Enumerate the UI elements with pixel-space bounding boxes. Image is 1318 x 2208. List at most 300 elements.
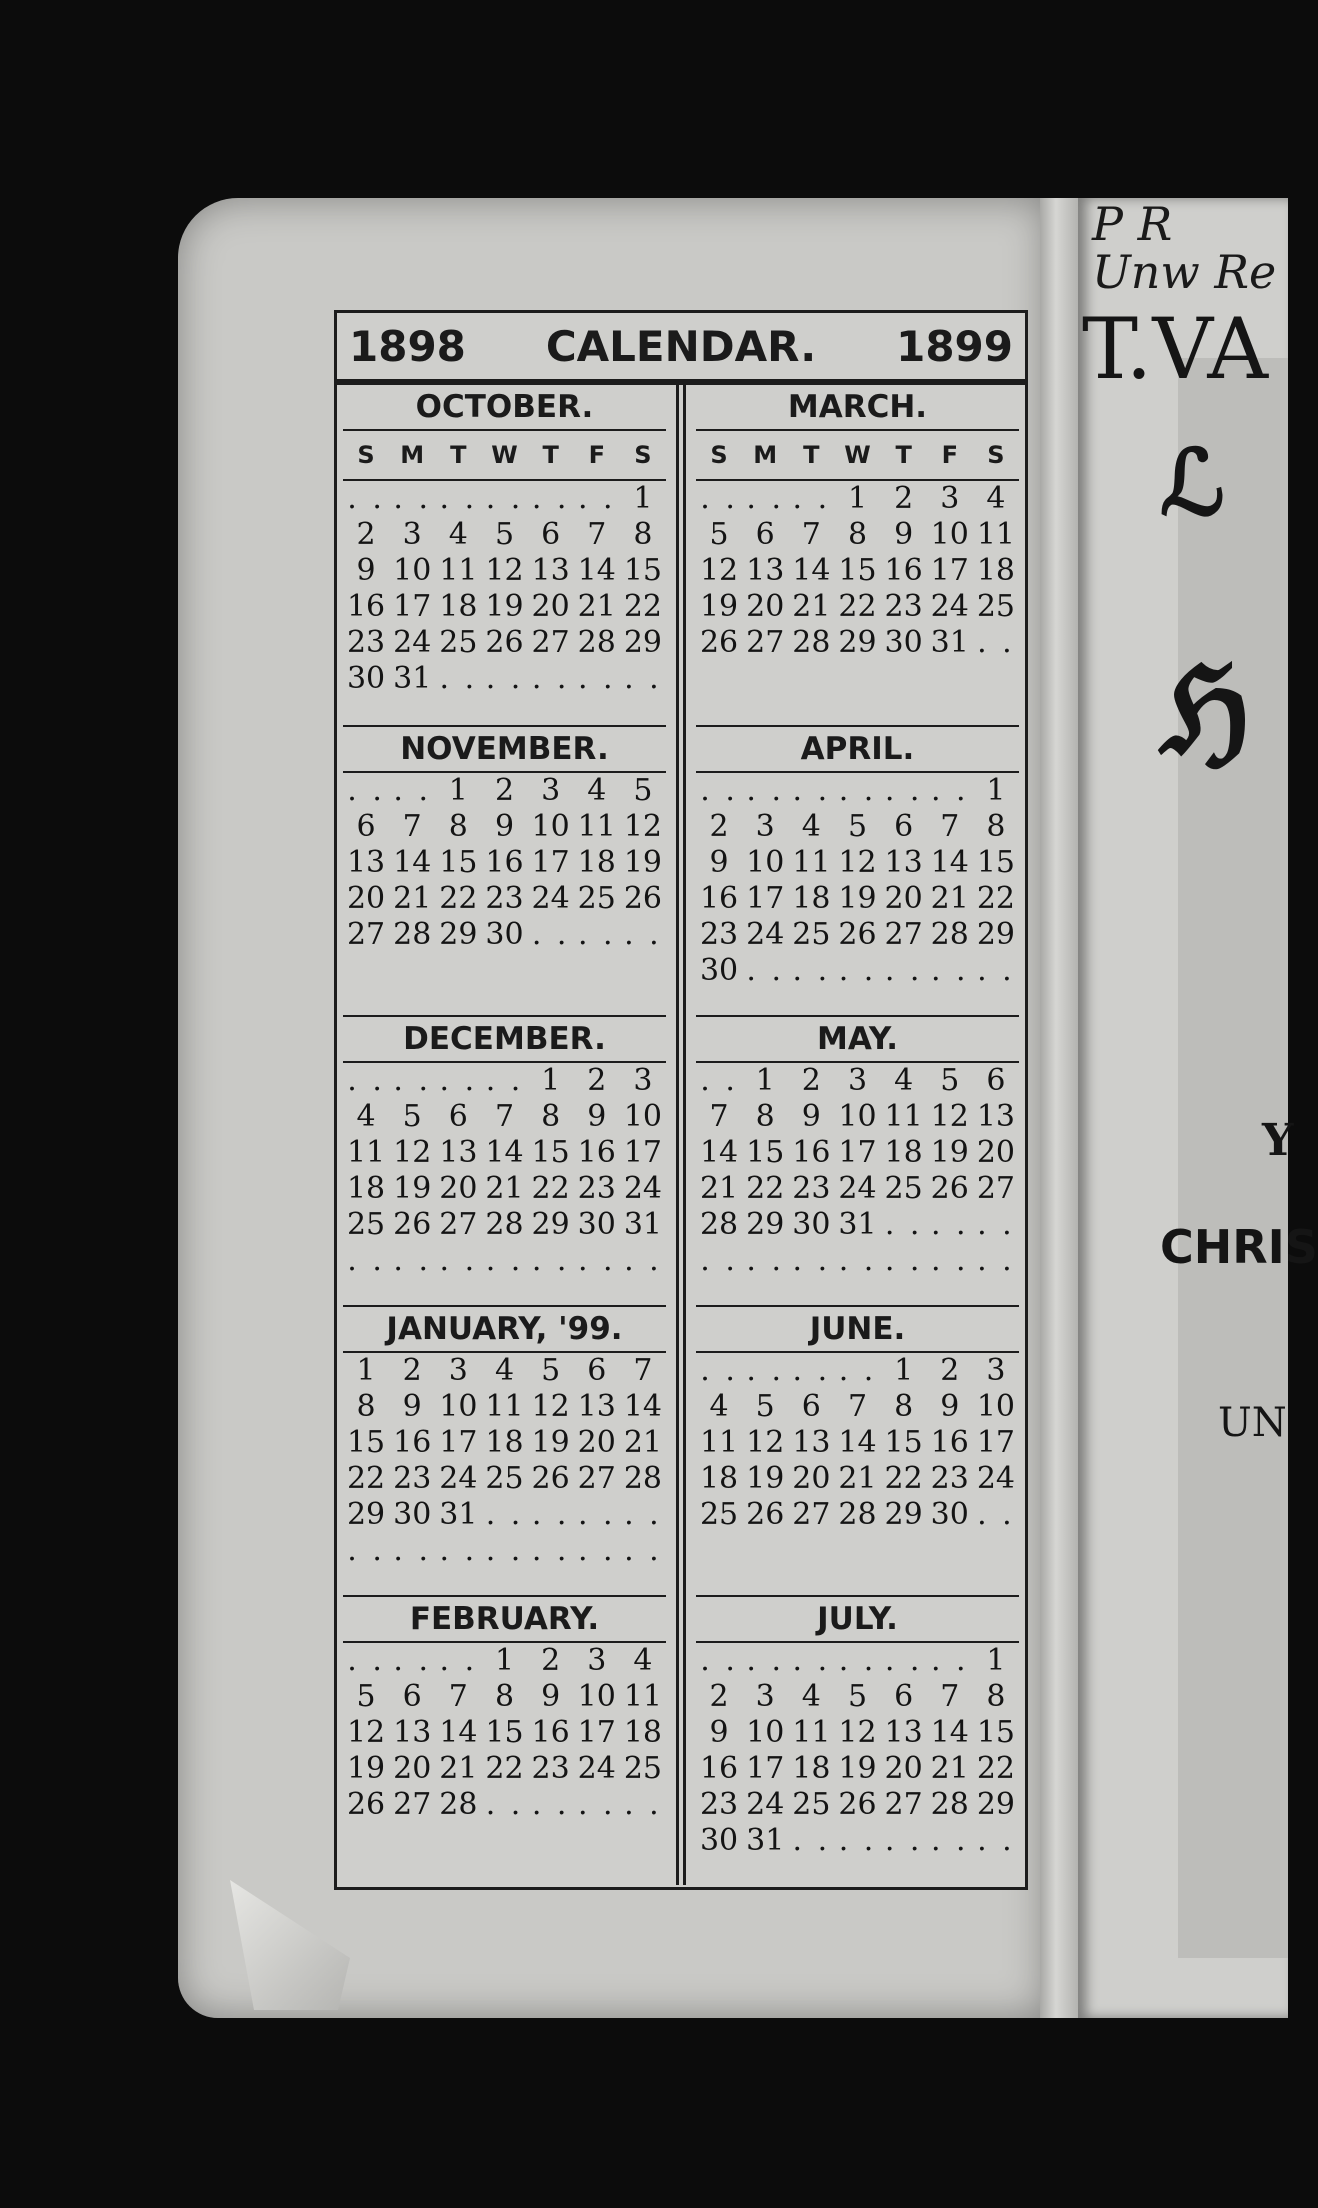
day-cell: 1 (541, 1063, 561, 1098)
weekday-label: T (542, 441, 559, 469)
day-cell: 8 (755, 1099, 775, 1134)
month-december (343, 1015, 666, 1305)
day-cell: 7 (940, 1679, 960, 1714)
day-cell: 3 (633, 1063, 653, 1098)
weekday-label: T (803, 441, 820, 469)
day-cell: 7 (633, 1353, 653, 1388)
calendar-body (337, 385, 1025, 1885)
day-cell: 15 (976, 1715, 1015, 1750)
day-cell: 20 (884, 881, 923, 916)
day-cell: 14 (792, 553, 831, 588)
blank-cell: . . (977, 1207, 1015, 1242)
day-cell: 29 (976, 917, 1015, 952)
day-cell: 22 (746, 1171, 785, 1206)
month-april (696, 725, 1019, 1015)
day-cell: 22 (531, 1171, 570, 1206)
blank-cell: . . (624, 661, 662, 696)
day-grid (343, 1063, 666, 1279)
day-cell: 27 (439, 1207, 478, 1242)
blank-cell: . . (531, 1787, 570, 1822)
day-cell: 21 (699, 1171, 739, 1206)
day-grid (343, 481, 666, 697)
day-cell: 24 (577, 1751, 616, 1786)
day-cell: 12 (746, 1425, 785, 1460)
weekday-label: T (895, 441, 912, 469)
day-cell: 18 (346, 1171, 386, 1206)
day-cell: 2 (587, 1063, 607, 1098)
day-cell: 20 (346, 881, 386, 916)
day-cell: 19 (838, 1751, 877, 1786)
blank-cell: . . (930, 1643, 969, 1678)
day-cell: 28 (699, 1207, 739, 1242)
day-cell: 16 (699, 1751, 739, 1786)
day-cell: 15 (838, 553, 877, 588)
day-cell: 1 (755, 1063, 775, 1098)
day-cell: 31 (930, 625, 969, 660)
weekday-label: F (588, 441, 605, 469)
day-cell: 6 (448, 1099, 468, 1134)
day-cell: 13 (884, 1715, 923, 1750)
day-cell: 15 (746, 1135, 785, 1170)
right-month-column (683, 385, 1025, 1885)
day-cell: 8 (356, 1389, 376, 1424)
day-cell: 13 (976, 1099, 1015, 1134)
day-cell: 18 (439, 589, 478, 624)
day-cell: 12 (485, 553, 524, 588)
day-cell: 23 (485, 881, 524, 916)
day-cell: 21 (792, 589, 831, 624)
day-cell: 16 (577, 1135, 616, 1170)
day-cell: 5 (356, 1679, 376, 1714)
day-cell: 21 (930, 881, 969, 916)
day-cell: 26 (485, 625, 524, 660)
blank-cell: . . (884, 1207, 923, 1242)
day-cell: 3 (541, 773, 561, 808)
day-cell: 26 (930, 1171, 969, 1206)
day-cell: 11 (884, 1099, 923, 1134)
day-cell: 9 (894, 517, 914, 552)
day-cell: 17 (930, 553, 969, 588)
handwriting-line-2: Unw Re (1092, 245, 1277, 299)
day-cell: 14 (838, 1425, 877, 1460)
right-page-title-fragment: T.VA (1082, 300, 1269, 398)
day-cell: 13 (393, 1715, 432, 1750)
day-cell: 13 (792, 1425, 831, 1460)
day-cell: 26 (346, 1787, 386, 1822)
day-cell: 4 (894, 1063, 914, 1098)
day-cell: 4 (494, 1353, 515, 1388)
blank-cell: . . (393, 1063, 432, 1098)
month-title: APRIL. (696, 725, 1019, 773)
blank-cell: . . (347, 1533, 385, 1568)
day-cell: 28 (792, 625, 831, 660)
day-cell: 28 (577, 625, 616, 660)
day-cell: 20 (976, 1135, 1015, 1170)
month-title: MAY. (696, 1015, 1019, 1063)
day-cell: 30 (393, 1497, 432, 1532)
day-cell: 11 (439, 553, 478, 588)
day-cell: 18 (623, 1715, 662, 1750)
day-cell: 3 (847, 1063, 868, 1098)
day-cell: 30 (485, 917, 524, 952)
day-cell: 7 (847, 1389, 868, 1424)
day-cell: 3 (755, 1679, 775, 1714)
month-title: DECEMBER. (343, 1015, 666, 1063)
day-cell: 12 (838, 845, 877, 880)
day-cell: 25 (577, 881, 616, 916)
day-cell: 24 (746, 917, 785, 952)
day-cell: 17 (393, 589, 432, 624)
blank-cell: . . (884, 1823, 923, 1858)
blank-cell: . . (485, 661, 524, 696)
blank-cell: . . (624, 917, 662, 952)
blank-cell: . . (838, 1643, 877, 1678)
weekday-label: M (753, 441, 778, 469)
month-title: JUNE. (696, 1305, 1019, 1353)
blank-cell: . . (792, 953, 831, 988)
blank-cell: . . (746, 1353, 785, 1388)
day-cell: 8 (448, 809, 468, 844)
day-cell: 3 (986, 1353, 1006, 1388)
day-cell: 8 (894, 1389, 914, 1424)
day-cell: 9 (801, 1099, 821, 1134)
day-cell: 19 (531, 1425, 570, 1460)
blank-cell: . . (439, 661, 478, 696)
day-cell: 11 (792, 845, 831, 880)
day-cell: 2 (494, 773, 515, 808)
year-end: 1899 (896, 321, 1013, 371)
blank-cell: . . (531, 917, 570, 952)
month-july (696, 1595, 1019, 1885)
day-cell: 2 (541, 1643, 561, 1678)
month-title: JULY. (696, 1595, 1019, 1643)
handwritten-note (1092, 197, 1277, 299)
day-cell: 7 (402, 809, 422, 844)
day-cell: 12 (393, 1135, 432, 1170)
day-cell: 14 (623, 1389, 662, 1424)
blank-cell: . . (930, 953, 969, 988)
day-cell: 10 (746, 845, 785, 880)
day-cell: 11 (346, 1135, 386, 1170)
day-cell: 12 (346, 1715, 386, 1750)
blank-cell: . . (347, 773, 385, 808)
day-cell: 21 (577, 589, 616, 624)
day-cell: 26 (699, 625, 739, 660)
day-cell: 27 (346, 917, 386, 952)
day-cell: 16 (699, 881, 739, 916)
day-cell: 27 (976, 1171, 1015, 1206)
day-cell: 16 (930, 1425, 969, 1460)
day-cell: 16 (884, 553, 923, 588)
day-cell: 1 (986, 773, 1006, 808)
day-cell: 5 (541, 1353, 561, 1388)
day-cell: 7 (587, 517, 607, 552)
day-cell: 8 (986, 1679, 1006, 1714)
calendar-header (337, 313, 1025, 385)
day-cell: 22 (976, 881, 1015, 916)
day-cell: 14 (930, 1715, 969, 1750)
day-cell: 25 (792, 1787, 831, 1822)
day-cell: 14 (577, 553, 616, 588)
day-cell: 2 (709, 1679, 729, 1714)
blank-cell: . . (577, 1243, 616, 1278)
day-cell: 25 (792, 917, 831, 952)
day-cell: 24 (439, 1461, 478, 1496)
day-cell: 1 (986, 1643, 1006, 1678)
day-cell: 21 (393, 881, 432, 916)
blank-cell: . . (531, 1243, 570, 1278)
blank-cell: . . (792, 481, 831, 516)
weekday-header (696, 431, 1019, 481)
day-cell: 13 (746, 553, 785, 588)
blank-cell: . . (792, 773, 831, 808)
day-cell: 16 (485, 845, 524, 880)
day-cell: 27 (792, 1497, 831, 1532)
day-cell: 30 (884, 625, 923, 660)
blank-cell: . . (838, 1823, 877, 1858)
day-cell: 17 (746, 1751, 785, 1786)
day-cell: 10 (531, 809, 570, 844)
day-cell: 11 (485, 1389, 524, 1424)
day-cell: 1 (847, 481, 868, 516)
blank-cell: . . (700, 1063, 738, 1098)
month-title: NOVEMBER. (343, 725, 666, 773)
day-cell: 27 (577, 1461, 616, 1496)
blank-cell: . . (792, 1353, 831, 1388)
day-cell: 14 (439, 1715, 478, 1750)
blank-cell: . . (531, 1497, 570, 1532)
blank-cell: . . (577, 661, 616, 696)
day-cell: 14 (393, 845, 432, 880)
day-cell: 16 (792, 1135, 831, 1170)
day-cell: 15 (623, 553, 662, 588)
day-cell: 25 (346, 1207, 386, 1242)
weekday-label: S (357, 441, 375, 469)
blank-cell: . . (700, 1353, 738, 1388)
day-cell: 11 (792, 1715, 831, 1750)
day-cell: 22 (884, 1461, 923, 1496)
day-cell: 18 (792, 881, 831, 916)
day-cell: 6 (755, 517, 775, 552)
day-cell: 22 (838, 589, 877, 624)
day-cell: 7 (940, 809, 960, 844)
day-cell: 23 (930, 1461, 969, 1496)
day-cell: 22 (976, 1751, 1015, 1786)
day-cell: 3 (755, 809, 775, 844)
day-cell: 30 (930, 1497, 969, 1532)
day-cell: 13 (439, 1135, 478, 1170)
day-cell: 25 (623, 1751, 662, 1786)
day-cell: 21 (485, 1171, 524, 1206)
day-cell: 28 (439, 1787, 478, 1822)
day-cell: 5 (633, 773, 653, 808)
day-cell: 10 (976, 1389, 1015, 1424)
day-cell: 25 (699, 1497, 739, 1532)
day-cell: 8 (494, 1679, 515, 1714)
blank-cell: . . (531, 1533, 570, 1568)
day-cell: 31 (393, 661, 432, 696)
day-cell: 24 (393, 625, 432, 660)
day-cell: 18 (976, 553, 1015, 588)
day-cell: 10 (577, 1679, 616, 1714)
day-cell: 12 (623, 809, 662, 844)
blank-cell: . . (792, 1823, 831, 1858)
day-cell: 2 (709, 809, 729, 844)
day-cell: 29 (623, 625, 662, 660)
blank-cell: . . (624, 1533, 662, 1568)
day-cell: 5 (847, 809, 868, 844)
day-cell: 12 (699, 553, 739, 588)
day-cell: 3 (940, 481, 960, 516)
blank-cell: . . (838, 1353, 877, 1388)
blank-cell: . . (624, 1243, 662, 1278)
month-march (696, 385, 1019, 725)
day-cell: 9 (587, 1099, 607, 1134)
blank-cell: . . (884, 1643, 923, 1678)
day-cell: 13 (577, 1389, 616, 1424)
day-cell: 24 (746, 1787, 785, 1822)
blank-cell: . . (884, 773, 923, 808)
month-february (343, 1595, 666, 1885)
blank-cell: . . (577, 481, 616, 516)
day-cell: 21 (623, 1425, 662, 1460)
day-cell: 20 (531, 589, 570, 624)
blank-cell: . . (746, 1643, 785, 1678)
day-cell: 20 (439, 1171, 478, 1206)
blank-cell: . . (347, 1643, 385, 1678)
blank-cell: . . (930, 1207, 969, 1242)
day-cell: 24 (531, 881, 570, 916)
day-cell: 26 (623, 881, 662, 916)
day-cell: 9 (494, 809, 515, 844)
blank-cell: . . (393, 1643, 432, 1678)
day-grid (696, 481, 1019, 661)
day-cell: 19 (838, 881, 877, 916)
day-cell: 10 (930, 517, 969, 552)
day-cell: 30 (792, 1207, 831, 1242)
day-cell: 29 (346, 1497, 386, 1532)
weekday-label: T (450, 441, 467, 469)
day-cell: 12 (531, 1389, 570, 1424)
day-cell: 4 (448, 517, 468, 552)
day-cell: 31 (439, 1497, 478, 1532)
day-cell: 22 (346, 1461, 386, 1496)
day-cell: 5 (709, 517, 729, 552)
weekday-label: M (400, 441, 425, 469)
day-cell: 8 (847, 517, 868, 552)
day-cell: 26 (746, 1497, 785, 1532)
day-cell: 15 (976, 845, 1015, 880)
day-cell: 30 (346, 661, 386, 696)
day-cell: 26 (531, 1461, 570, 1496)
day-cell: 26 (838, 1787, 877, 1822)
blank-cell: . . (930, 773, 969, 808)
day-cell: 17 (531, 845, 570, 880)
blank-cell: . . (439, 1533, 478, 1568)
day-cell: 9 (709, 845, 729, 880)
day-cell: 15 (884, 1425, 923, 1460)
weekday-label: S (634, 441, 652, 469)
day-cell: 10 (439, 1389, 478, 1424)
day-cell: 12 (838, 1715, 877, 1750)
day-cell: 5 (402, 1099, 422, 1134)
day-cell: 13 (346, 845, 386, 880)
right-page-ornament-1: ℒ (1160, 430, 1225, 536)
day-cell: 6 (541, 517, 561, 552)
day-cell: 15 (485, 1715, 524, 1750)
blank-cell: . . (439, 1243, 478, 1278)
calendar-card (334, 310, 1028, 1890)
day-cell: 4 (709, 1389, 729, 1424)
blank-cell: . . (977, 1497, 1015, 1532)
day-cell: 28 (930, 1787, 969, 1822)
day-cell: 26 (393, 1207, 432, 1242)
day-cell: 23 (792, 1171, 831, 1206)
blank-cell: . . (577, 1497, 616, 1532)
day-cell: 18 (699, 1461, 739, 1496)
blank-cell: . . (393, 1533, 432, 1568)
day-grid (696, 1353, 1019, 1533)
left-month-column (337, 385, 679, 1885)
day-cell: 30 (699, 953, 739, 988)
day-cell: 19 (485, 589, 524, 624)
day-cell: 17 (838, 1135, 877, 1170)
day-cell: 19 (930, 1135, 969, 1170)
day-cell: 4 (801, 1679, 821, 1714)
day-cell: 18 (485, 1425, 524, 1460)
weekday-header (343, 431, 666, 481)
blank-cell: . . (977, 953, 1015, 988)
day-cell: 20 (577, 1425, 616, 1460)
day-cell: 17 (439, 1425, 478, 1460)
blank-cell: . . (884, 1243, 923, 1278)
month-january-99 (343, 1305, 666, 1595)
weekday-label: S (710, 441, 728, 469)
day-cell: 11 (699, 1425, 739, 1460)
blank-cell: . . (746, 1243, 785, 1278)
day-cell: 24 (976, 1461, 1015, 1496)
blank-cell: . . (700, 1643, 738, 1678)
day-cell: 27 (746, 625, 785, 660)
month-title: FEBRUARY. (343, 1595, 666, 1643)
day-cell: 6 (894, 1679, 914, 1714)
day-cell: 7 (494, 1099, 515, 1134)
blank-cell: . . (792, 1243, 831, 1278)
day-cell: 23 (699, 1787, 739, 1822)
weekday-label: W (491, 441, 518, 469)
blank-cell: . . (700, 1243, 738, 1278)
right-page-text-1: Y (1262, 1115, 1294, 1166)
weekday-label: S (987, 441, 1005, 469)
day-cell: 19 (393, 1171, 432, 1206)
day-cell: 1 (448, 773, 468, 808)
right-page-text-3: UN (1218, 1400, 1287, 1446)
blank-cell: . . (485, 1533, 524, 1568)
day-cell: 23 (577, 1171, 616, 1206)
day-cell: 25 (884, 1171, 923, 1206)
day-cell: 11 (623, 1679, 662, 1714)
day-cell: 2 (940, 1353, 960, 1388)
blank-cell: . . (977, 625, 1015, 660)
day-cell: 29 (838, 625, 877, 660)
day-grid (343, 773, 666, 953)
day-cell: 29 (746, 1207, 785, 1242)
day-cell: 20 (746, 589, 785, 624)
blank-cell: . . (485, 1243, 524, 1278)
day-cell: 31 (838, 1207, 877, 1242)
blank-cell: . . (485, 1063, 524, 1098)
blank-cell: . . (624, 1497, 662, 1532)
